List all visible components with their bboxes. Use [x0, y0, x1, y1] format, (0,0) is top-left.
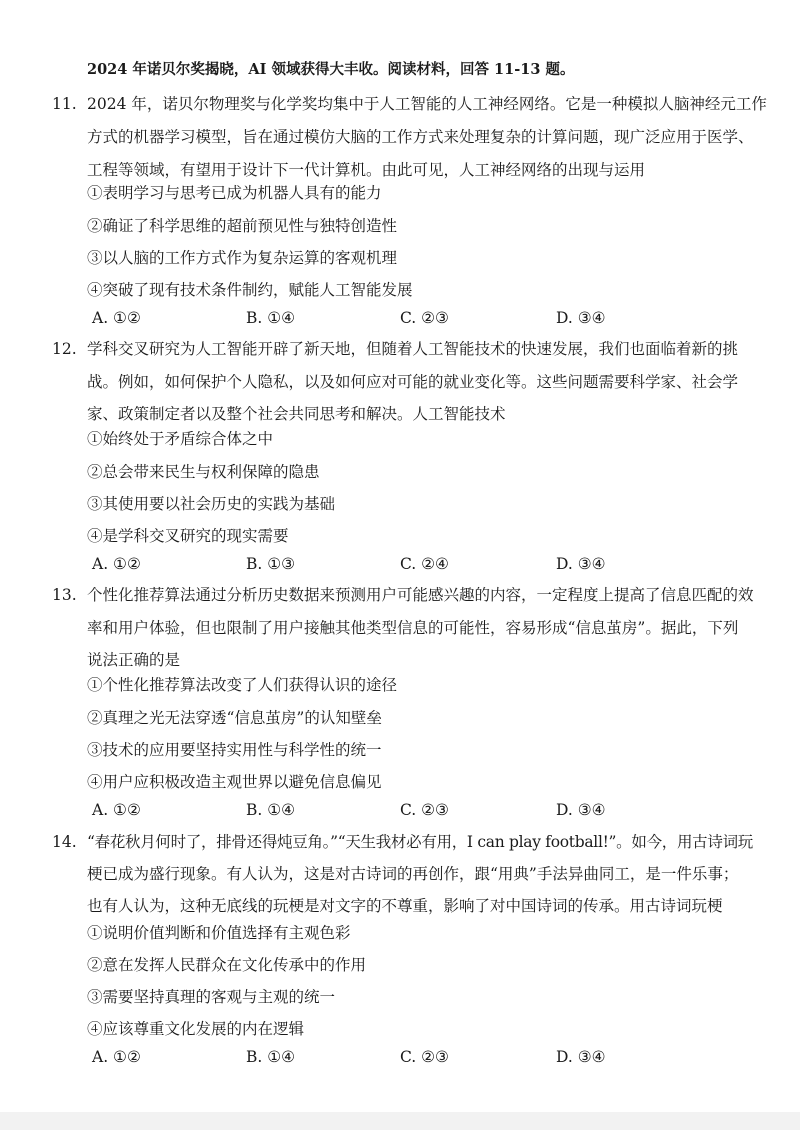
question-12-choice-c[interactable]: C. ②④: [400, 555, 449, 573]
question-11-option-4: ④突破了现有技术条件制约，赋能人工智能发展: [87, 281, 413, 299]
question-14-line-3: 也有人认为，这种无底线的玩梗是对文字的不尊重，影响了对中国诗词的传承。用古诗词玩梗: [87, 897, 723, 915]
question-13-option-2: ②真理之光无法穿透“信息茧房”的认知壁垒: [87, 709, 382, 727]
question-13-choice-c[interactable]: C. ②③: [400, 801, 449, 819]
question-14-option-4: ④应该尊重文化发展的内在逻辑: [87, 1020, 305, 1038]
question-11-choice-c[interactable]: C. ②③: [400, 309, 449, 327]
question-14-choice-b[interactable]: B. ①④: [246, 1048, 296, 1066]
question-13-option-4: ④用户应积极改造主观世界以避免信息偏见: [87, 773, 382, 791]
question-14-option-1: ①说明价值判断和价值选择有主观色彩: [87, 924, 351, 942]
question-12-option-3: ③其使用要以社会历史的实践为基础: [87, 495, 336, 513]
page-bottom-edge: [0, 1112, 800, 1130]
question-13-line-3: 说法正确的是: [87, 651, 181, 669]
question-13-choice-d[interactable]: D. ③④: [556, 801, 606, 819]
question-14-option-3: ③需要坚持真理的客观与主观的统一: [87, 988, 336, 1006]
question-14-number: 14.: [52, 833, 77, 851]
question-14-option-2: ②意在发挥人民群众在文化传承中的作用: [87, 956, 367, 974]
question-13-choice-a[interactable]: A. ①②: [92, 801, 141, 819]
question-11-line-2: 方式的机器学习模型，旨在通过模仿大脑的工作方式来处理复杂的计算问题，现广泛应用于医学、: [87, 128, 754, 146]
question-11-choice-b[interactable]: B. ①④: [246, 309, 296, 327]
question-13-line-1: 个性化推荐算法通过分析历史数据来预测用户可能感兴趣的内容，一定程度上提高了信息匹配的效: [87, 586, 754, 604]
question-12-choice-a[interactable]: A. ①②: [92, 555, 141, 573]
reading-instruction: 2024 年诺贝尔奖揭晓，AI 领域获得大丰收。阅读材料，回答 11-13 题。: [87, 61, 575, 78]
question-12-choice-b[interactable]: B. ①③: [246, 555, 296, 573]
question-11-choice-a[interactable]: A. ①②: [92, 309, 141, 327]
question-14-line-1: “春花秋月何时了，排骨还得炖豆角。”“天生我材必有用，I can play football!”。如今，用古诗词玩: [87, 833, 753, 851]
question-11-option-1: ①表明学习与思考已成为机器人具有的能力: [87, 184, 382, 202]
question-11-option-2: ②确证了科学思维的超前预见性与独特创造性: [87, 217, 398, 235]
question-13-option-3: ③技术的应用要坚持实用性与科学性的统一: [87, 741, 382, 759]
question-13-number: 13.: [52, 586, 77, 604]
question-12-option-4: ④是学科交叉研究的现实需要: [87, 527, 289, 545]
question-11-line-3: 工程等领域，有望用于设计下一代计算机。由此可见，人工神经网络的出现与运用: [87, 161, 646, 179]
question-11-number: 11.: [52, 95, 77, 113]
question-14-line-2: 梗已成为盛行现象。有人认为，这是对古诗词的再创作，跟“用典”手法异曲同工，是一件乐事；: [87, 865, 739, 883]
question-12-choice-d[interactable]: D. ③④: [556, 555, 606, 573]
question-11-line-1: 2024 年，诺贝尔物理奖与化学奖均集中于人工智能的人工神经网络。它是一种模拟人脑神经元工作: [87, 95, 767, 113]
question-12-line-2: 战。例如，如何保护个人隐私，以及如何应对可能的就业变化等。这些问题需要科学家、社会学: [87, 373, 739, 391]
question-13-line-2: 率和用户体验，但也限制了用户接触其他类型信息的可能性，容易形成“信息茧房”。据此，下列: [87, 619, 739, 637]
question-13-choice-b[interactable]: B. ①④: [246, 801, 296, 819]
question-12-line-3: 家、政策制定者以及整个社会共同思考和解决。人工智能技术: [87, 405, 506, 423]
question-13-option-1: ①个性化推荐算法改变了人们获得认识的途径: [87, 676, 398, 694]
question-14-choice-d[interactable]: D. ③④: [556, 1048, 606, 1066]
question-11-option-3: ③以人脑的工作方式作为复杂运算的客观机理: [87, 249, 398, 267]
question-12-option-1: ①始终处于矛盾综合体之中: [87, 430, 274, 448]
question-11-choice-d[interactable]: D. ③④: [556, 309, 606, 327]
question-14-choice-a[interactable]: A. ①②: [92, 1048, 141, 1066]
question-12-number: 12.: [52, 340, 77, 358]
question-12-line-1: 学科交叉研究为人工智能开辟了新天地，但随着人工智能技术的快速发展，我们也面临着新的挑: [87, 340, 739, 358]
question-14-choice-c[interactable]: C. ②③: [400, 1048, 449, 1066]
question-12-option-2: ②总会带来民生与权利保障的隐患: [87, 463, 320, 481]
